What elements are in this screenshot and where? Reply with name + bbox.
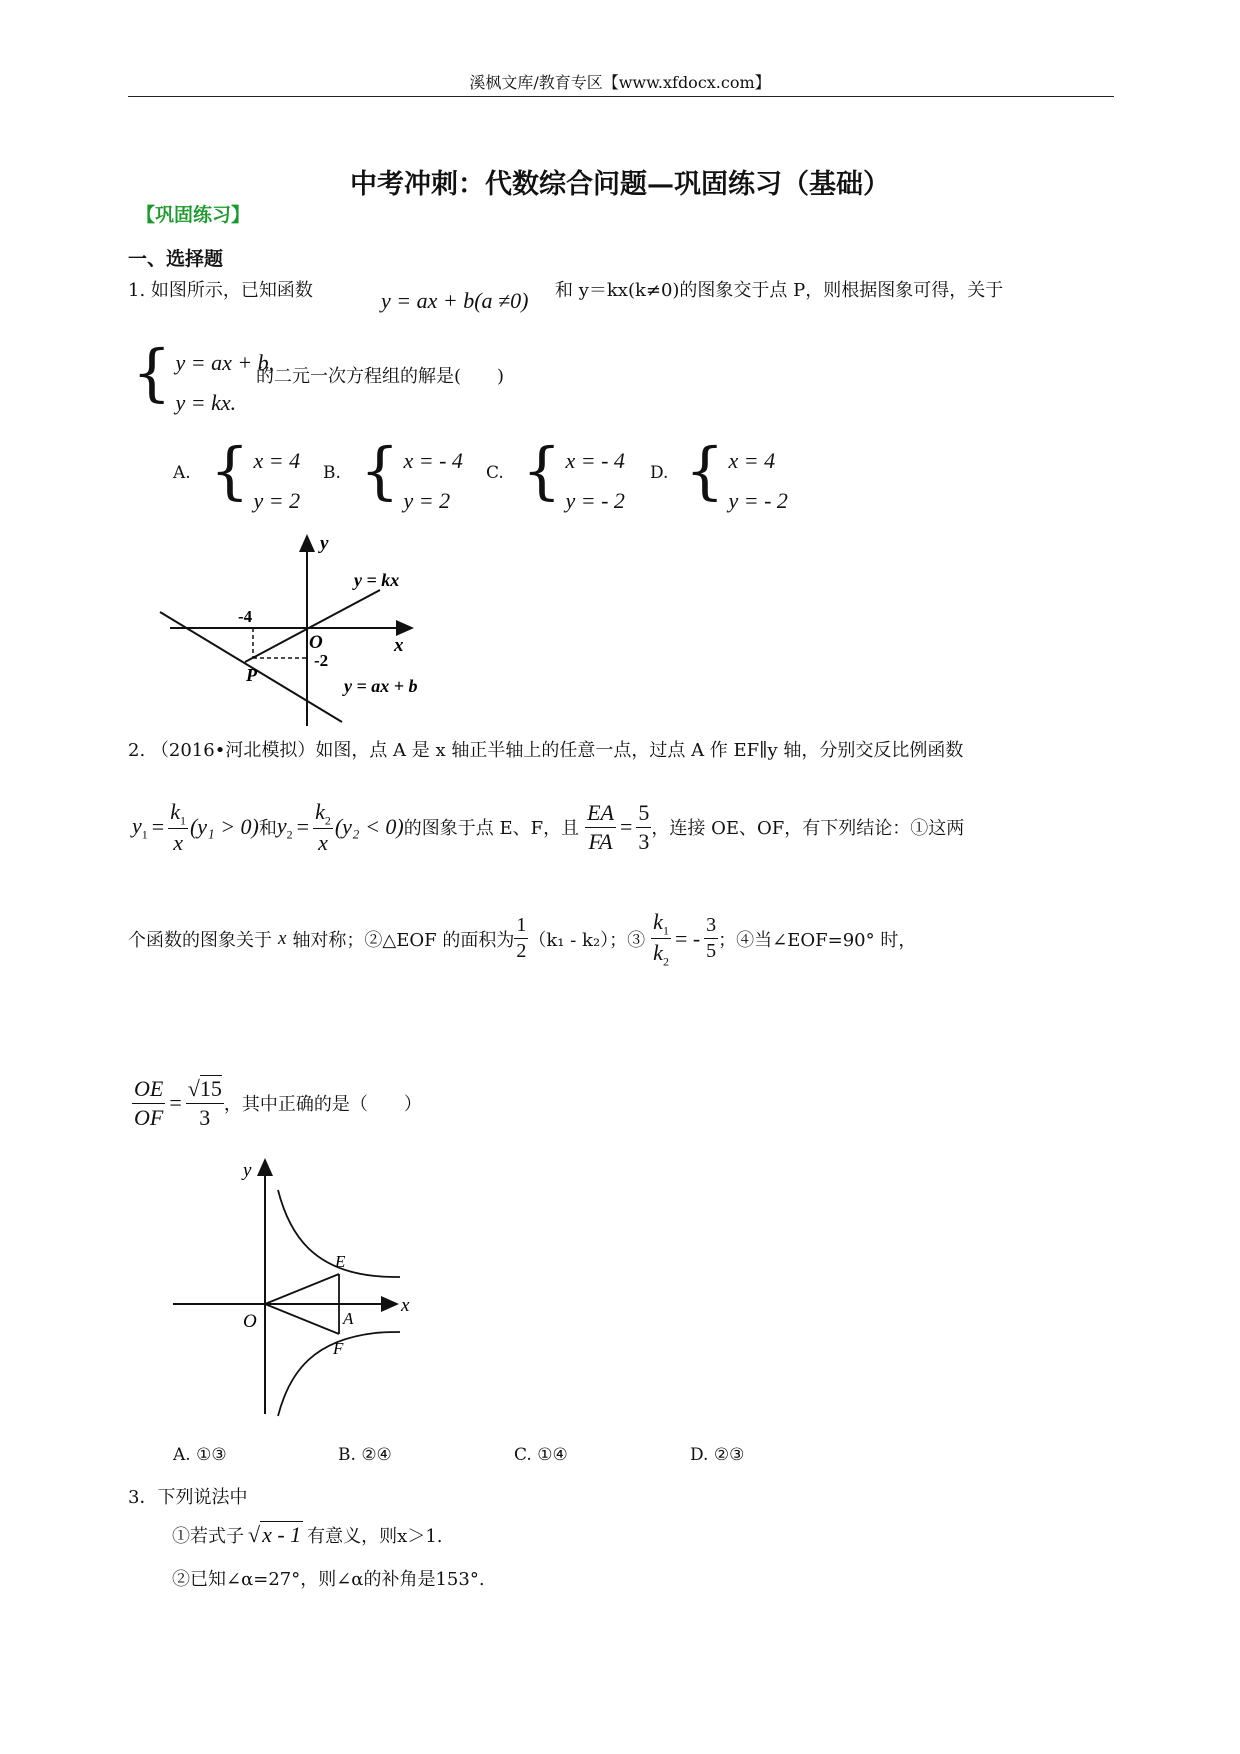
q2-option-c: C. ①④ [514,1445,568,1465]
page-header: 溪枫文库/教育专区【www.xfdocx.com】 [469,73,771,92]
q2-one-half: $\frac{1}{2}$ [516,914,527,963]
equals: = [169,1090,182,1115]
header-rule [128,96,1114,97]
section-tag: 【巩固练习】 [136,204,251,226]
q1-option-a-y: y = 2 [253,488,301,513]
point-e-label: E [335,1252,346,1271]
q3-item1-b: 有意义，则x＞1. [307,1526,443,1547]
line-kx-label: y = kx [354,570,400,590]
q2-k2-over-x: $\frac{k_2}{x}$ [315,799,331,856]
q1-system-line2: y = kx. [175,390,237,415]
equals: = [296,814,310,840]
q2-cond2: (y₂ < 0) [334,814,404,840]
q2-ea-over-fa: $\frac{EA}{FA}$ [587,800,614,854]
x-axis-label: x [401,1295,410,1316]
brace: { [360,434,400,507]
q1-option-b [360,434,463,514]
q2-line3-b: 轴对称；②△EOF 的面积为 [292,929,515,951]
brace: { [210,434,250,507]
q1-option-c-x: x = - 4 [565,448,625,473]
q2-ratio-eq: = - [674,925,701,951]
q2-line3 [128,908,916,970]
segment-oe [265,1274,339,1304]
equals: = [151,814,165,840]
equals: = [620,814,633,840]
q2-option-b: B. ②④ [338,1445,392,1465]
q2-graph [165,1152,425,1417]
point-a-label: A [343,1309,354,1328]
q2-line4-end: ，其中正确的是（ ） [223,1094,422,1115]
q1-option-a [210,434,301,514]
q1-option-b-label: B. [323,463,341,483]
q1-option-c [522,434,625,514]
q2-text-end: ，连接 OE、OF，有下列结论：①这两 [651,818,965,840]
q3-radical: √x - 1 [248,1522,302,1547]
q2-y2: $y_2$ [276,812,293,842]
q1-option-c-y: y = - 2 [565,488,625,513]
tick-y-label: -2 [314,651,329,670]
q1-suffix: 和 y＝kx(k≠0)的图象交于点 P，则根据图象可得，关于 [555,280,1004,301]
q2-y1: $y_1$ [132,812,148,842]
brace: { [522,434,562,507]
point-f-label: F [333,1339,344,1358]
q2-line3-x: x [278,927,287,949]
q1-function: y = ax + b(a ≠0) [381,288,529,313]
brace: { [685,434,725,507]
q2-text-mid: 的图象于点 E、F，且 [403,818,580,840]
q1-option-d-label: D. [650,463,669,483]
q2-line4 [132,1075,422,1131]
q3-item1 [172,1522,443,1548]
q2-line3-a: 个函数的图象关于 [128,929,272,951]
q2-line1: 2. （2016•河北模拟）如图，点 A 是 x 轴正半轴上的任意一点，过点 A 作 EF∥y 轴，分别交反比例函数 [128,740,964,761]
origin-label: O [309,632,323,653]
line-axb-label: y = ax + b [344,676,418,696]
q2-sqrt15-over-3: $\frac{√15}{3}$ [187,1076,222,1130]
y-axis-label: y [320,533,329,554]
q1-option-a-x: x = 4 [253,448,301,473]
q2-option-d: D. ②③ [690,1445,745,1465]
q2-option-a: A. ①③ [173,1445,227,1465]
q1-option-b-y: y = 2 [403,488,451,513]
q1-option-d [685,434,788,514]
q3-heading: 3．下列说法中 [128,1487,248,1508]
section-heading: 一、选择题 [128,248,224,270]
q1-option-c-label: C. [486,463,504,483]
q1-option-a-label: A. [173,463,191,483]
q1-system-text: 的二元一次方程组的解是( ) [256,366,505,387]
segment-of [265,1304,339,1334]
q1-graph [150,530,430,730]
q3-item2: ②已知∠α=27°，则∠α的补角是153°. [172,1569,485,1590]
origin-label: O [243,1311,257,1332]
q1-option-d-y: y = - 2 [728,488,788,513]
q3-item1-a: ①若式子 [172,1526,244,1547]
q2-formula-line [132,798,964,857]
q2-k1-over-k2: $\frac{k_1}{k_2}$ [653,909,669,969]
page-title: 中考冲刺：代数综合问题—巩固练习（基础） [350,169,890,200]
q1-option-d-x: x = 4 [728,448,776,473]
brace: { [132,336,172,409]
tick-x-label: -4 [238,607,253,626]
y-axis-label: y [243,1160,252,1181]
point-p-label: P [246,665,257,685]
q2-and: 和 [258,818,277,840]
q2-oe-over-of: $\frac{OE}{OF}$ [134,1076,164,1130]
q2-three-fifths: $\frac{3}{5}$ [706,914,717,963]
q1-system-line1: y = ax + b, [175,350,275,375]
q2-cond1: (y₁ > 0) [189,814,259,840]
q1-option-b-x: x = - 4 [403,448,463,473]
q2-five-thirds: $\frac{5}{3}$ [638,800,650,854]
x-axis-label: x [394,635,404,656]
q2-line3-c: （k₁ - k₂）；③ [528,929,646,951]
q2-line3-d: ；④当∠EOF=90° 时， [718,929,917,951]
q1-equation-system [132,336,275,416]
q1-prefix: 1. 如图所示，已知函数 [128,280,313,301]
q2-k1-over-x: $\frac{k_1}{x}$ [170,799,186,856]
